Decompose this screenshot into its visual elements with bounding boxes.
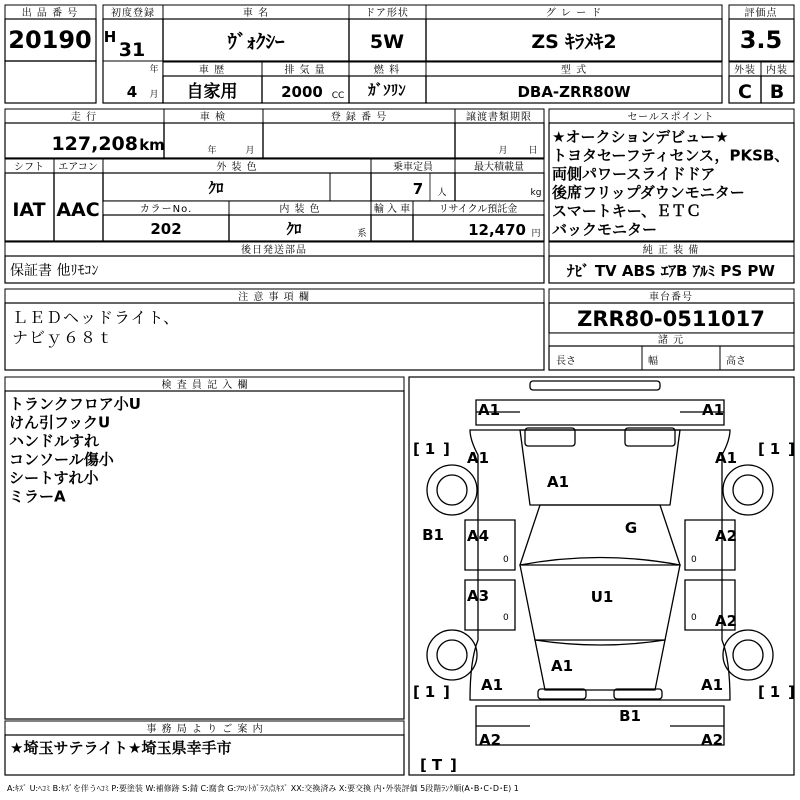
note-line-2: ナビｙ６８ｔ: [12, 328, 115, 347]
mark-front-fender-right: A1: [714, 449, 738, 467]
bracket-rr-open: [: [758, 683, 765, 701]
tire-fl: [427, 465, 477, 515]
vehicle-details-block: [5, 109, 544, 283]
recycle-fee: 12,470: [468, 221, 526, 239]
sales-point-1: ★オークションデビュー★: [552, 128, 729, 146]
mark-side-sill-left: B1: [422, 526, 444, 544]
sales-point-2: トヨタセーフティセンス，PKSB、: [552, 146, 790, 165]
interior-grade: B: [769, 81, 785, 103]
label-exterior: 外装: [734, 65, 756, 76]
yen-unit: 円: [531, 229, 541, 239]
label-length: 長さ: [556, 356, 576, 367]
chassis-number: ZRR80-0511017: [577, 307, 765, 331]
inspector-note-5: シートすれ小: [9, 469, 99, 487]
interior-color: ｸﾛ: [286, 220, 302, 238]
notes-block: [5, 289, 544, 370]
door-zero-right-front: 0: [691, 555, 697, 565]
label-registration-no: 登 録 番 号: [330, 112, 388, 123]
lot-number: 20190: [8, 26, 92, 54]
label-notes: 注 意 事 項 欄: [238, 292, 310, 303]
label-first-registration: 初度登録: [111, 8, 155, 19]
mark-rear-fender-right: A1: [700, 676, 724, 694]
label-fuel: 燃 料: [373, 65, 401, 76]
note-line-1: ＬＥＤヘッドライト、: [12, 308, 181, 327]
mark-rear-glass: A1: [550, 657, 574, 675]
office-notes-block: [5, 721, 404, 775]
hood-outline: [520, 430, 680, 505]
label-aircon: エアコン: [58, 162, 98, 173]
mark-windshield: G: [624, 519, 638, 537]
inspection-month-suffix: 月: [245, 146, 255, 156]
bracket-rl-open: [: [413, 683, 420, 701]
door-type: 5W: [369, 31, 405, 53]
label-lot-no: 出 品 番 号: [21, 8, 79, 19]
bracket-spare-close: ]: [450, 756, 457, 774]
exterior-grade: C: [738, 81, 752, 103]
label-shift: シフト: [14, 162, 44, 173]
mark-front-door-left: A4: [466, 527, 490, 545]
label-history: 車 歴: [198, 65, 226, 76]
bracket-fr-open: [: [758, 440, 765, 458]
door-zero-left-rear: 0: [503, 613, 509, 623]
month-suffix: 月: [149, 90, 159, 100]
inspector-note-4: コンソール傷小: [9, 450, 114, 469]
inspector-note-1: トランクフロア小U: [9, 395, 141, 413]
damage-diagram: [409, 377, 795, 775]
label-recycle: リサイクル預託金: [438, 204, 518, 215]
sales-point-5: スマートキー、ＥＴＣ: [552, 202, 702, 220]
label-color-no: カラーNo.: [139, 204, 193, 215]
mark-rear-bumper: B1: [619, 707, 641, 725]
vehicle-history: 自家用: [186, 82, 238, 102]
bracket-fl-open: [: [413, 440, 420, 458]
label-exterior-color: 外 装 色: [216, 162, 258, 173]
mileage-value: 127,208: [51, 133, 138, 155]
kei-unit: 系: [357, 229, 367, 239]
aircon-type: AAC: [56, 199, 100, 221]
later-parts: 保証書 他ﾘﾓｺﾝ: [10, 263, 99, 279]
tread-rl: 1: [424, 683, 436, 701]
label-grade: グ レ ー ド: [545, 8, 603, 19]
label-height: 高さ: [726, 356, 746, 367]
label-max-load: 最大積載量: [474, 162, 524, 173]
bracket-rr-close: ]: [788, 683, 795, 701]
label-transfer-deadline: 譲渡書類期限: [466, 112, 532, 123]
inspector-note-2: けん引フックU: [9, 413, 111, 432]
bracket-fr-close: ]: [788, 440, 795, 458]
sales-points-block: [549, 109, 794, 283]
kg-unit: kg: [530, 188, 542, 198]
mark-front-bumper-right: A1: [701, 401, 725, 419]
door-zero-right-rear: 0: [691, 613, 697, 623]
label-model-code: 型 式: [560, 65, 588, 76]
damage-legend: A:ｷｽﾞ U:ﾍｺﾐ B:ｷｽﾞを伴うﾍｺﾐ P:要塗装 W:補修跡 S:錆 C:腐食 G:ﾌﾛﾝﾄｶﾞﾗｽ点ｷｽﾞ XX:交換済み X:要交換 内･外装評価 5段階ﾗﾝｸ順(A･B･C･D･E) 1: [7, 784, 519, 793]
fuel-type: ｶﾞｿﾘﾝ: [368, 81, 406, 99]
bracket-rl-close: ]: [443, 683, 450, 701]
deadline-month-suffix: 月: [498, 146, 508, 156]
color-number: 202: [150, 220, 182, 238]
year-suffix: 年: [149, 65, 159, 75]
mark-rear-corner-right: A2: [700, 731, 724, 749]
chassis-block: [549, 289, 794, 370]
tire-rr: [723, 630, 773, 680]
tread-rr: 1: [769, 683, 781, 701]
label-later-parts: 後日発送部品: [241, 245, 307, 256]
inspector-note-3: ハンドルすれ: [9, 432, 100, 450]
notes-list: [12, 308, 180, 348]
registration-month: 4: [126, 83, 138, 101]
windshield-outline: [520, 505, 680, 565]
inspector-notes-block: [5, 377, 404, 719]
bracket-fl-close: ]: [443, 440, 450, 458]
tread-fl: 1: [424, 440, 436, 458]
label-mileage: 走 行: [70, 112, 98, 123]
inspector-notes-list: [9, 395, 141, 506]
sales-point-4: 後席フリップダウンモニター: [552, 183, 745, 202]
model-code: DBA-ZRR80W: [517, 83, 631, 101]
label-width: 幅: [648, 356, 658, 367]
label-dimensions: 諸 元: [657, 335, 685, 346]
persons-unit: 人: [437, 188, 447, 198]
era-letter: H: [103, 28, 117, 46]
mark-roof: U1: [590, 588, 614, 606]
label-score: 評価点: [744, 8, 778, 19]
label-inspection: 車 検: [199, 112, 227, 123]
mark-hood: A1: [546, 473, 570, 491]
label-sales-points: セールスポイント: [627, 112, 715, 123]
car-name: ｳﾞｫｸｼｰ: [227, 31, 285, 53]
label-interior: 内装: [766, 65, 788, 76]
spare-tire: T: [431, 756, 443, 774]
label-interior-color: 内 装 色: [279, 204, 321, 215]
registration-year: 31: [118, 39, 146, 61]
label-chassis-no: 車台番号: [649, 292, 693, 303]
sales-points-list: [551, 128, 789, 239]
vehicle-header-block: [5, 5, 794, 103]
mark-front-fender-left: A1: [466, 449, 490, 467]
label-door: ドア形状: [365, 8, 409, 19]
sales-point-6: バックモニター: [552, 220, 658, 239]
tire-fr: [723, 465, 773, 515]
shift-type: IAT: [12, 199, 46, 221]
mark-front-bumper-left: A1: [477, 401, 501, 419]
label-office-notes: 事 務 局 よ り ご 案 内: [146, 724, 264, 735]
label-car-name: 車 名: [242, 8, 270, 19]
sales-point-3: 両側パワースライドドア: [552, 165, 716, 183]
mark-rear-door-right: A2: [714, 612, 738, 630]
mark-rear-door-left: A3: [466, 587, 490, 605]
mileage-unit: km: [139, 136, 165, 154]
tread-fr: 1: [769, 440, 781, 458]
mark-rear-fender-left: A1: [480, 676, 504, 694]
inspector-note-6: ミラーA: [9, 487, 66, 506]
inspection-year-suffix: 年: [207, 146, 217, 156]
mark-front-door-right: A2: [714, 527, 738, 545]
label-inspector-notes: 検 査 員 記 入 欄: [161, 380, 249, 391]
label-capacity: 乗車定員: [393, 162, 433, 173]
genuine-equipment: ﾅﾋﾞ TV ABS ｴｱB ｱﾙﾐ PS PW: [567, 262, 775, 280]
label-import: 輸 入 車: [373, 204, 411, 215]
displacement: 2000: [281, 83, 323, 101]
tire-rl: [427, 630, 477, 680]
office-notes: ★埼玉サテライト★埼玉県幸手市: [10, 739, 232, 757]
deadline-day-suffix: 日: [528, 146, 538, 156]
capacity-value: 7: [412, 180, 424, 198]
label-genuine-equipment: 純 正 装 備: [642, 245, 700, 256]
bracket-spare-open: [: [420, 756, 427, 774]
score: 3.5: [739, 26, 783, 54]
label-displacement: 排 気 量: [284, 65, 326, 76]
door-zero-left-front: 0: [503, 555, 509, 565]
grade: ZS ｷﾗﾒｷ2: [531, 31, 617, 53]
cc-unit: CC: [331, 91, 345, 101]
mark-rear-corner-left: A2: [478, 731, 502, 749]
exterior-color: ｸﾛ: [208, 179, 224, 197]
